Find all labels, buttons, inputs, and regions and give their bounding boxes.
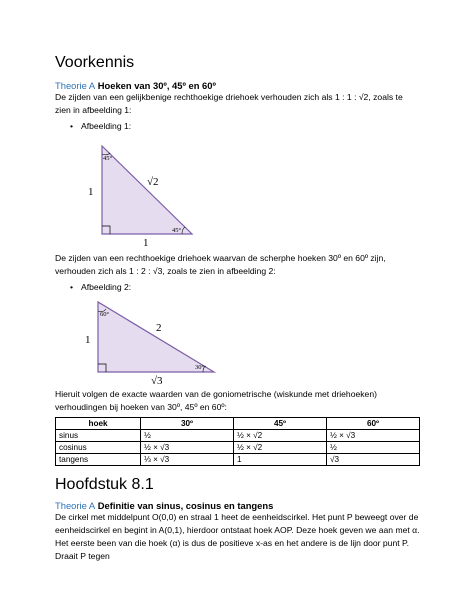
theory-title: Hoeken van 30º, 45º en 60º <box>97 80 216 91</box>
angle-label-right: 30° <box>195 364 205 371</box>
bullet-figure-2 <box>70 282 131 293</box>
bullet-dot-icon: • <box>70 121 74 131</box>
table-cell: 1 <box>234 454 327 466</box>
table-cell: ½ × √2 <box>234 442 327 454</box>
angle-label-top: 60° <box>100 311 110 318</box>
hypotenuse-label: √2 <box>147 176 159 188</box>
theory-title: Definitie van sinus, cosinus en tangens <box>97 500 274 511</box>
table-header-row <box>56 418 420 430</box>
theory-label: Theorie A <box>55 80 96 91</box>
paragraph-isosceles: De zijden van een gelijkbenige rechthoekige driehoek verhouden zich als 1 : 1 : √2, zoals te zien in afbeelding 1: <box>55 92 403 115</box>
theory-label: Theorie A <box>55 500 96 511</box>
table-header-cell: hoek <box>56 418 141 430</box>
theory-heading-1 <box>55 80 216 91</box>
left-side-label: 1 <box>85 334 91 346</box>
exact-values-table <box>55 417 420 466</box>
bullet-label: Afbeelding 2: <box>81 282 132 292</box>
bottom-side-label: √3 <box>151 375 163 387</box>
bullet-dot-icon: • <box>70 282 74 292</box>
table-cell: √3 <box>327 454 420 466</box>
figure-1-triangle <box>82 138 200 250</box>
table-row <box>56 442 420 454</box>
paragraph-exact-values: Hieruit volgen de exacte waarden van de goniometrische (wiskunde met driehoeken) verhoudingen bij hoeken van 30º, 45º en 60º: <box>55 389 377 412</box>
table-cell: ½ × √3 <box>327 430 420 442</box>
bullet-figure-1 <box>70 121 131 132</box>
table-cell: ½ <box>141 430 234 442</box>
left-side-label: 1 <box>88 186 94 198</box>
table-row <box>56 454 420 466</box>
table-header-cell: 45º <box>234 418 327 430</box>
paragraph-30-60: De zijden van een rechthoekige driehoek waarvan de scherphe hoeken 30º en 60º zijn, verhouden zich als 1 : 2 : √3, zoals te zien in afbeelding 2: <box>55 253 386 276</box>
table-cell: ½ × √3 <box>141 442 234 454</box>
table-cell: cosinus <box>56 442 141 454</box>
table-header-cell: 30º <box>141 418 234 430</box>
table-cell: tangens <box>56 454 141 466</box>
angle-label-top: 45° <box>103 155 113 162</box>
hypotenuse-label: 2 <box>156 322 162 334</box>
table-cell: ⅓ × √3 <box>141 454 234 466</box>
bullet-label: Afbeelding 1: <box>81 121 132 131</box>
theory-heading-2 <box>55 500 273 511</box>
table-cell: ½ <box>327 442 420 454</box>
triangle-shape <box>102 146 192 234</box>
section-title-hoofdstuk: Hoofdstuk 8.1 <box>55 476 154 493</box>
bottom-side-label: 1 <box>143 237 149 249</box>
table-cell: sinus <box>56 430 141 442</box>
table-header-cell: 60º <box>327 418 420 430</box>
figure-2-triangle <box>82 298 222 390</box>
table-row <box>56 430 420 442</box>
paragraph-unit-circle: De cirkel met middelpunt O(0,0) en straal 1 heet de eenheidscirkel. Het punt P beweegt over de eenheidscirkel en begint in A(0,1), hierdoor ontstaat hoek AOP. Deze hoek geven we aan met α. Het eerste been van die hoek (α) is dus de positieve x-as en het andere is de lijn door punt P. Draait P tegen <box>55 512 420 561</box>
table-cell: ½ × √2 <box>234 430 327 442</box>
angle-label-right: 45° <box>172 227 182 234</box>
triangle-shape <box>98 302 214 372</box>
section-title-voorkennis: Voorkennis <box>55 54 135 71</box>
